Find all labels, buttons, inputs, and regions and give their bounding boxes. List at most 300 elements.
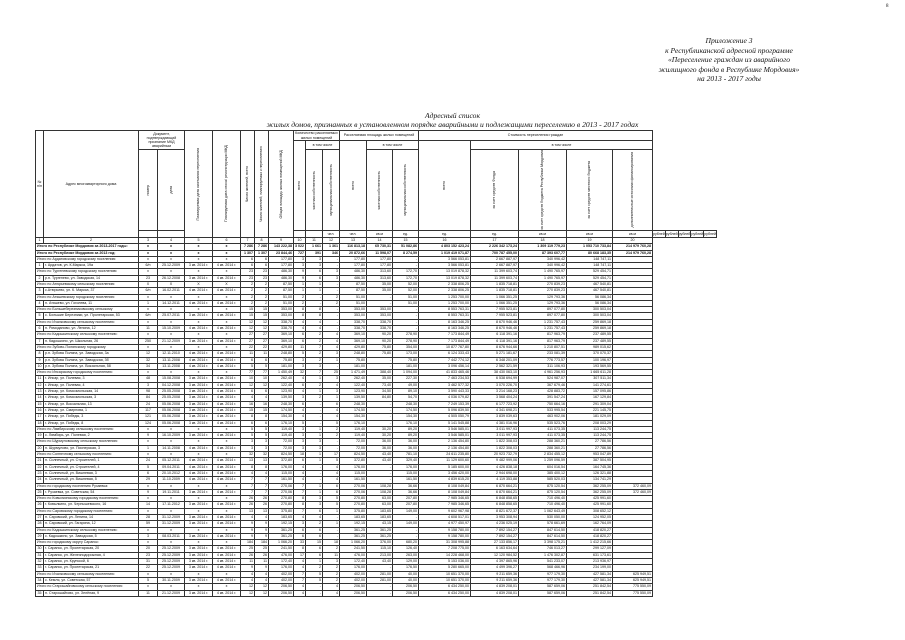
table-cell: 585 520,03 <box>519 477 567 483</box>
table-cell: 6 <box>294 382 306 388</box>
table-cell: 486,30 <box>340 269 367 275</box>
table-cell: - <box>323 319 340 325</box>
table-cell: 1 490 765,97 <box>519 269 567 275</box>
table-cell: 6 <box>294 458 306 464</box>
register-table <box>35 130 717 597</box>
table-cell: 9 <box>255 533 269 539</box>
table-cell: 172,70 <box>393 269 419 275</box>
table-cell: x <box>139 332 158 338</box>
table-cell: 1 062 643,49 <box>519 508 567 514</box>
row-number: 29 <box>37 533 42 538</box>
table-cell: 117 <box>139 407 158 413</box>
table-cell: 8 <box>294 546 306 552</box>
column-number: 15 <box>393 237 419 243</box>
table-cell: 14.11.2008 <box>158 445 185 451</box>
table-cell: 1 450,49 <box>269 370 294 376</box>
table-cell: 43,40 <box>367 458 393 464</box>
table-cell: 11 <box>241 351 255 357</box>
table-cell: 12 <box>255 326 269 332</box>
table-cell: 353,00 <box>269 307 294 313</box>
table-cell: 206,50 <box>269 590 294 596</box>
table-cell: 2 <box>306 357 323 363</box>
table-cell: 391 <box>306 250 323 256</box>
table-cell: 353,00 <box>340 307 367 313</box>
table-cell: 129 793,36 <box>519 300 567 306</box>
table-cell: 875 120,54 <box>519 489 567 495</box>
table-cell: 121 <box>139 414 158 420</box>
table-cell: 11 598,07 <box>367 250 393 256</box>
table-cell: 176,00 <box>340 464 367 470</box>
table-cell: 4 <box>241 514 255 520</box>
table-cell: 7 <box>306 344 323 350</box>
table-cell: - <box>393 313 419 319</box>
row-number: 19 <box>37 433 42 438</box>
table-cell: 25 <box>241 546 255 552</box>
table-cell: 18 <box>294 452 306 458</box>
table-cell: 4 кв. 2014 г. <box>213 376 241 382</box>
unit-cell <box>294 230 306 237</box>
table-cell: 4 кв. 2014 г. <box>213 275 241 281</box>
row-address: п. Солнечный, ул. Вишневая, 3 <box>44 470 139 476</box>
row-number: 16 <box>37 407 42 412</box>
table-cell: 4 кв. 2014 г. <box>213 382 241 388</box>
table-cell: 23 <box>255 275 269 281</box>
table-cell: 113 244,75 <box>567 426 613 432</box>
table-cell: 6 348 201,09 <box>471 357 519 363</box>
table-cell: - <box>323 256 340 262</box>
table-cell: 1 <box>306 426 323 432</box>
column-number: 10 <box>294 237 306 243</box>
table-cell: 775 550,09 <box>613 584 653 590</box>
table-cell: 27 786,56 <box>567 439 613 445</box>
table-cell: 4 кв. 2014 г. <box>213 338 241 344</box>
header-cost-local: за счет средств местного бюджета <box>567 150 613 231</box>
row-address: г. Инсар, ул. Комсомольская, 3 <box>44 395 139 401</box>
table-cell: 27 133 856,17 <box>471 540 519 546</box>
table-cell: 897 077,80 <box>519 307 567 313</box>
table-cell: 1 <box>294 282 306 288</box>
table-cell: 05.06.2008 <box>158 407 185 413</box>
column-number: 16 <box>419 237 471 243</box>
column-number: 17 <box>471 237 519 243</box>
table-cell: 11 <box>139 590 158 596</box>
table-cell: 25.12.2009 <box>158 559 185 565</box>
table-cell: 4 кв. 2014 г. <box>213 577 241 583</box>
table-cell: 176,00 <box>269 565 294 571</box>
table-cell: 3 <box>323 559 340 565</box>
table-cell: 9 211 659,36 <box>471 571 519 577</box>
row-address: г. Саранск, ул. Железнодорожная, 4 <box>44 552 139 558</box>
table-cell: - <box>323 527 340 533</box>
table-cell: 5 <box>255 433 269 439</box>
table-cell: 2 338 806,25 <box>419 282 471 288</box>
row-address: г. Инсар, ул. Смирнова, 1 <box>44 407 139 413</box>
table-cell: - <box>393 326 419 332</box>
table-cell: 4 <box>294 326 306 332</box>
table-cell: 5 <box>255 426 269 432</box>
table-cell: 16.02.2011 <box>158 288 185 294</box>
table-cell: 90,20 <box>367 332 393 338</box>
table-cell: 3 566 053,81 <box>419 256 471 262</box>
table-cell: 6 <box>241 256 255 262</box>
table-cell: 26 <box>241 552 255 558</box>
table-cell: x <box>185 250 213 256</box>
table-cell: 34 <box>139 363 158 369</box>
table-cell: 3 546 585,01 <box>419 426 471 432</box>
table-cell: 181,00 <box>393 363 419 369</box>
table-cell: 746 013,27 <box>519 546 567 552</box>
table-cell: 32 <box>139 357 158 363</box>
table-cell: 148 747,11 <box>567 263 613 269</box>
table-cell: 13 <box>241 508 255 514</box>
table-cell: 134 741,29 <box>567 477 613 483</box>
table-cell: 8 <box>255 464 269 470</box>
table-cell: 13 019 878,32 <box>419 269 471 275</box>
table-cell: 7 985 346,65 <box>419 496 471 502</box>
title-line-2: жилых домов, признанных в установленном порядке аварийными и подлежащими переселению в 2013 - 2017 годах <box>266 120 639 129</box>
table-cell: x <box>139 370 158 376</box>
table-cell: 4 кв. 2014 г. <box>213 389 241 395</box>
table-cell: 4 <box>306 319 323 325</box>
table-cell: - <box>367 565 393 571</box>
table-cell: 2 <box>323 300 340 306</box>
table-cell: 176,00 <box>340 565 367 571</box>
table-cell: 4 <box>323 407 340 413</box>
table-cell: 4 341 698,21 <box>471 407 519 413</box>
appendix-heading <box>598 36 860 84</box>
table-cell: 13 <box>255 508 269 514</box>
table-cell: 288 360,21 <box>519 445 567 451</box>
table-cell: 10 651 370,00 <box>419 571 471 577</box>
table-cell: 5 <box>294 420 306 426</box>
table-cell: 338,70 <box>269 319 294 325</box>
table-cell: 3 кв. 2014 г. <box>185 338 213 344</box>
table-cell: 3 <box>306 445 323 451</box>
table-cell: 27 <box>255 332 269 338</box>
table-cell: 89,20 <box>393 426 419 432</box>
table-cell: 05.06.2008 <box>158 420 185 426</box>
table-cell: 2 834 455,12 <box>519 452 567 458</box>
table-cell: 12.11.2010 <box>158 351 185 357</box>
table-cell: x <box>213 571 241 577</box>
table-cell: 270,80 <box>340 496 367 502</box>
table-cell: 164 745,36 <box>567 464 613 470</box>
table-cell: 411 073,35 <box>519 426 567 432</box>
table-cell: X <box>139 282 158 288</box>
table-cell: 207,80 <box>393 502 419 508</box>
table-cell: 174,50 <box>393 407 419 413</box>
table-cell: 4 803 152 423,24 <box>419 244 471 250</box>
table-cell: 115,10 <box>367 546 393 552</box>
table-cell: 4 <box>323 464 340 470</box>
table-cell: 372,80 <box>269 458 294 464</box>
table-cell: 183,65 <box>269 514 294 520</box>
table-cell: 27 <box>241 332 255 338</box>
table-cell: 20 <box>139 546 158 552</box>
row-address: г. Инсар, ул. Полевая, 3 <box>44 376 139 382</box>
table-cell: 241,50 <box>340 546 367 552</box>
table-cell: 817 963,79 <box>519 338 567 344</box>
row-number: 24 <box>37 477 42 482</box>
table-cell: - <box>323 263 340 269</box>
table-cell: 4 <box>306 514 323 520</box>
table-cell: 278,90 <box>393 332 419 338</box>
table-cell: - <box>367 470 393 476</box>
table-cell: 6 <box>294 332 306 338</box>
table-cell: 5 280 665,00 <box>419 565 471 571</box>
table-cell: 4 кв. 2014 г. <box>185 477 213 483</box>
row-number: 27 <box>37 514 42 519</box>
table-cell: x <box>213 508 241 514</box>
table-cell: 262,40 <box>269 376 294 382</box>
table-cell: - <box>306 300 323 306</box>
table-cell: 3 <box>139 382 158 388</box>
table-cell: 250 <box>139 338 158 344</box>
table-cell: 172,40 <box>269 559 294 565</box>
table-cell: 119,40 <box>269 426 294 432</box>
table-cell: - <box>367 420 393 426</box>
table-cell: 1 094,00 <box>393 370 419 376</box>
table-cell: x <box>185 508 213 514</box>
table-cell: 36,00 <box>367 445 393 451</box>
table-cell: 16 <box>255 401 269 407</box>
table-cell: 25.12.2009 <box>158 263 185 269</box>
row-label: Итого по Ардатовскому городскому поселению: <box>36 256 139 262</box>
table-cell: x <box>185 571 213 577</box>
table-cell: 5 <box>294 351 306 357</box>
table-cell: 4 <box>294 414 306 420</box>
table-cell: 35,00 <box>367 288 393 294</box>
table-cell: 192,15 <box>340 521 367 527</box>
table-cell: 4 кв. 2014 г. <box>213 407 241 413</box>
table-cell: 251 842,54 <box>567 584 613 590</box>
table-cell: 4 <box>323 470 340 476</box>
table-cell: 59 <box>139 521 158 527</box>
table-cell: x <box>213 344 241 350</box>
table-cell: 7 <box>306 370 323 376</box>
table-cell: 124 952,05 <box>567 514 613 520</box>
table-cell: 1 835 718,81 <box>471 288 519 294</box>
table-cell: 1 822 308,03 <box>471 439 519 445</box>
table-cell: x <box>158 344 185 350</box>
row-number: 1 <box>36 263 44 269</box>
header-cost-republic: за счет средств бюджета Республики Мордовия <box>519 150 567 231</box>
table-cell: 353,00 <box>340 313 367 319</box>
table-cell: 8 553 763,31 <box>419 307 471 313</box>
table-cell: 4 <box>294 559 306 565</box>
table-cell: 12 <box>255 382 269 388</box>
table-cell: 119,40 <box>340 433 367 439</box>
table-cell: 340 996,42 <box>519 263 567 269</box>
table-cell: 7 <box>294 571 306 577</box>
table-cell: - <box>323 363 340 369</box>
row-address: г. Ковылкино, ул. Чернышевского, 16 <box>44 502 139 508</box>
table-cell: 4 кв. 2014 г. <box>185 357 213 363</box>
table-cell: 11 <box>294 344 306 350</box>
table-cell: 2 <box>323 426 340 432</box>
table-cell: 278,90 <box>393 338 419 344</box>
table-cell: 21.12.2009 <box>158 338 185 344</box>
table-cell: 248,30 <box>340 401 367 407</box>
table-cell: 7 249 153,39 <box>419 401 471 407</box>
appendix-line: к Республиканской адресной программе <box>665 45 793 55</box>
table-cell: 428 883,72 <box>519 389 567 395</box>
table-cell: 353,00 <box>367 307 393 313</box>
table-cell: 36,00 <box>367 439 393 445</box>
table-cell: 15 <box>306 540 323 546</box>
header-address: Адрес многоквартирного дома <box>44 131 139 238</box>
table-cell: 727 <box>294 250 306 256</box>
table-cell: 362 255,09 <box>567 483 613 489</box>
table-cell: 1 <box>323 357 340 363</box>
table-cell: 4 <box>241 395 255 401</box>
table-cell: 3 <box>323 269 340 275</box>
table-cell: 11 <box>139 326 158 332</box>
table-cell: 05.12.2011 <box>158 458 185 464</box>
table-cell: 227,30 <box>393 376 419 382</box>
table-cell: 1 <box>323 395 340 401</box>
table-cell: 25.12.2009 <box>158 565 185 571</box>
table-cell: 16 <box>241 401 255 407</box>
table-cell: 418 820,27 <box>567 533 613 539</box>
table-cell: - <box>323 514 340 520</box>
table-cell: 31 308 995,88 <box>419 540 471 546</box>
table-cell: 313,60 <box>367 275 393 281</box>
table-cell: 4 <box>241 577 255 583</box>
table-cell: 100 196,97 <box>567 357 613 363</box>
table-cell: 20.10.2012 <box>158 470 185 476</box>
table-cell: 13 <box>255 458 269 464</box>
table-cell: 476,00 <box>269 552 294 558</box>
table-cell: x <box>158 250 185 256</box>
header-cost-fund: за счет средств Фонда <box>471 150 519 231</box>
table-cell: x <box>213 439 241 445</box>
table-cell: 87 393 607,77 <box>519 250 567 256</box>
table-cell: 49,00 <box>393 382 419 388</box>
table-cell: 2 <box>241 294 255 300</box>
table-cell: 56 086,34 <box>567 300 613 306</box>
table-cell: 4 <box>294 389 306 395</box>
column-number: 19 <box>567 237 613 243</box>
table-cell: 149,00 <box>393 508 419 514</box>
table-cell: 824,50 <box>269 452 294 458</box>
table-cell: 183,65 <box>340 514 367 520</box>
table-cell: x <box>139 244 158 250</box>
table-cell: 87,50 <box>269 282 294 288</box>
table-cell: 3 кв. 2014 г. <box>185 514 213 520</box>
header-count-municipal: муниципальная собственность <box>323 150 340 231</box>
table-cell: 4 кв. 2014 г. <box>213 420 241 426</box>
table-cell: 3 022 <box>295 244 304 249</box>
table-cell: 24 611 235,80 <box>419 452 471 458</box>
row-label: Итого по Ичалковскому сельскому поселению: <box>36 319 139 325</box>
table-cell: 427 581,34 <box>567 577 613 583</box>
page-number: 8 <box>886 4 889 9</box>
table-cell: x <box>139 496 158 502</box>
table-cell: 6 870 664,21 <box>471 489 519 495</box>
table-cell: 1 <box>306 433 323 439</box>
table-cell: x <box>213 332 241 338</box>
table-cell: 3 кв. 2014 г. <box>185 590 213 596</box>
table-cell: 270 839,23 <box>519 288 567 294</box>
table-cell: 139,50 <box>269 395 294 401</box>
table-cell: 15 <box>241 407 255 413</box>
table-cell: 4 кв. 2014 г. <box>185 326 213 332</box>
table-cell: x <box>139 269 158 275</box>
table-cell: 4 <box>323 344 340 350</box>
table-cell: 3 кв. 2014 г. <box>185 559 213 565</box>
table-cell: x <box>185 584 213 590</box>
table-cell: 5 <box>241 426 255 432</box>
appendix-line: Приложение 3 <box>705 36 753 45</box>
table-cell: 89,20 <box>393 433 419 439</box>
table-cell: 139,50 <box>340 395 367 401</box>
table-cell: 4 кв. 2014 г. <box>213 521 241 527</box>
table-cell: 486,30 <box>269 275 294 281</box>
table-cell: 4 608 517,01 <box>419 514 471 520</box>
table-cell: 338,70 <box>367 319 393 325</box>
table-cell: 35,00 <box>367 376 393 382</box>
table-cell: 36,66 <box>393 489 419 495</box>
row-number: 8 <box>36 351 44 357</box>
table-cell: 154,30 <box>269 414 294 420</box>
table-cell: 402,00 <box>269 577 294 583</box>
table-cell: 346 <box>323 250 340 256</box>
table-cell: 8 108 049,84 <box>419 483 471 489</box>
header-total-area: Общая площадь жилых помещений МКД <box>269 131 294 238</box>
table-cell: 75,80 <box>340 357 367 363</box>
table-cell: 4 кв. 2014 г. <box>213 565 241 571</box>
table-cell: 9 158 780,00 <box>419 527 471 533</box>
table-cell: 1 066 351,25 <box>471 300 519 306</box>
table-cell: 14 <box>139 502 158 508</box>
table-cell: 6 <box>139 470 158 476</box>
table-cell: 3 011 997,93 <box>471 426 519 432</box>
row-number: 17 <box>37 414 42 419</box>
table-cell: x <box>185 483 213 489</box>
table-cell: 7 286 <box>255 244 269 250</box>
table-cell: 535 523,76 <box>519 420 567 426</box>
table-cell: 897 077,80 <box>519 313 567 319</box>
table-cell: 7 173 844,49 <box>419 332 471 338</box>
table-cell: 3 096 456,14 <box>419 363 471 369</box>
table-cell: 300 503,04 <box>567 313 613 319</box>
table-cell: 208 003,29 <box>567 420 613 426</box>
row-address: г. Рузаевка, ул. Советская, 54 <box>44 489 139 495</box>
table-cell: 75,80 <box>367 351 393 357</box>
row-number: 13 <box>37 389 42 394</box>
header-no: № п/п <box>36 131 44 238</box>
table-cell: 176,00 <box>393 464 419 470</box>
table-cell: 4 кв. 2014 г. <box>185 363 213 369</box>
table-cell: 7 <box>294 489 306 495</box>
table-cell: 8 821 672,37 <box>471 508 519 514</box>
table-cell: 9 602 967,98 <box>419 508 471 514</box>
table-cell: 38 430 063,10 <box>471 370 519 376</box>
header-count-private: частная собственность <box>306 150 323 231</box>
table-cell: 41 833 465,46 <box>419 370 471 376</box>
table-cell: 05.06.2008 <box>158 414 185 420</box>
table-cell: 604 016,54 <box>519 464 567 470</box>
table-cell: 13.11.2008 <box>158 357 185 363</box>
table-cell: 5 <box>139 577 158 583</box>
table-cell: 3 кв. 2014 г. <box>185 313 213 319</box>
table-cell: 680,20 <box>393 540 419 546</box>
table-cell: 3 кв. 2014 г. <box>185 420 213 426</box>
table-cell: 12 <box>241 326 255 332</box>
table-cell: 4 кв. 2014 г. <box>213 414 241 420</box>
table-cell: 157 095,86 <box>567 389 613 395</box>
